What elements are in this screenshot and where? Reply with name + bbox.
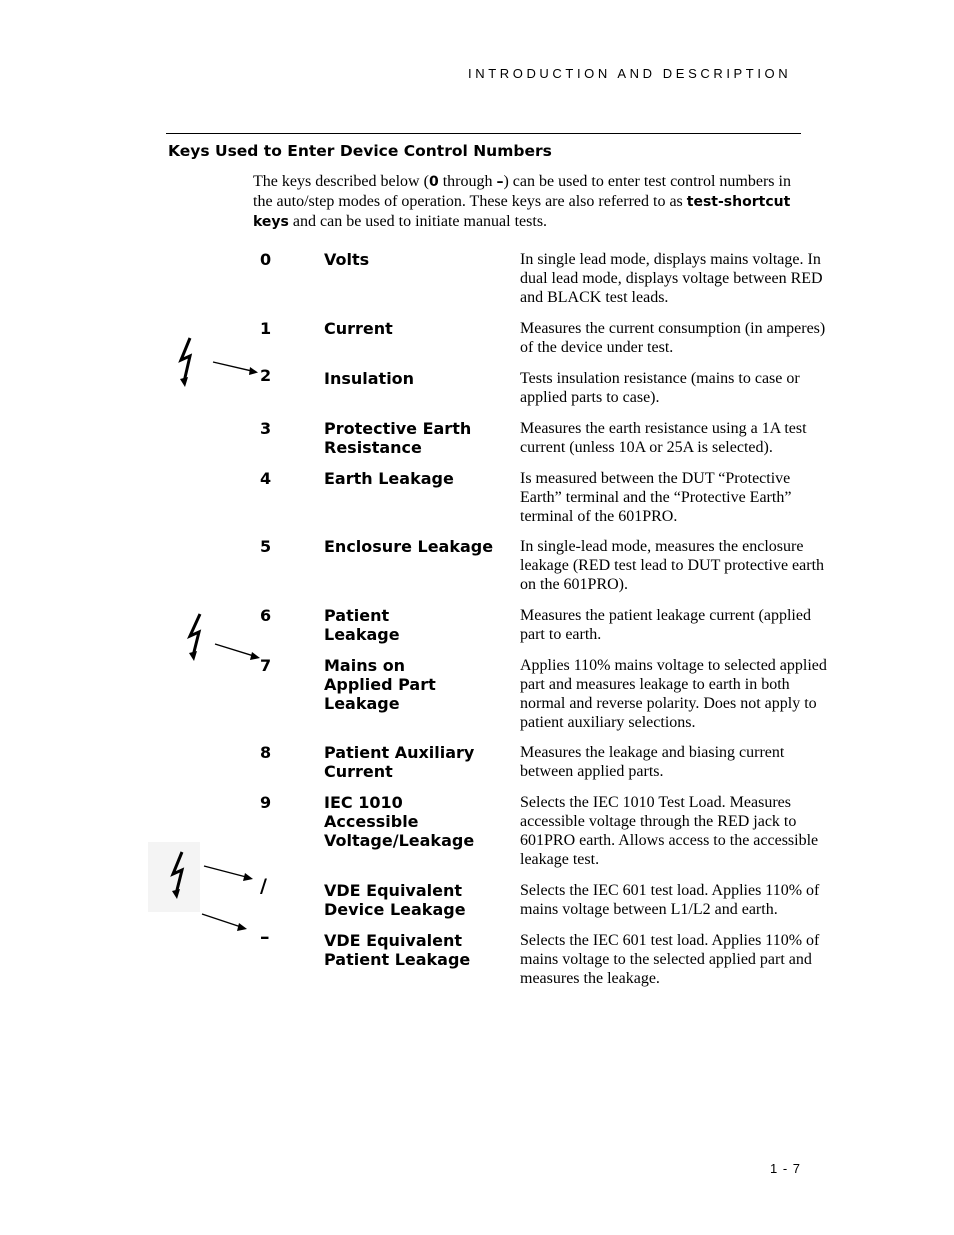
high-voltage-icon: [148, 842, 258, 934]
high-voltage-icon: [183, 612, 263, 668]
intro-bold-term: test-shortcut keys: [253, 194, 791, 230]
key-description: Measures the current consumption (in amperes) of the device under test.: [520, 320, 826, 356]
key-name: Mains on Applied Part Leakage: [324, 656, 436, 713]
intro-text: ) can be used to enter test control numbers in the auto/step modes of operation. These keys are also referred to as: [253, 173, 791, 210]
key-label: 3: [260, 419, 272, 438]
section-title: Keys Used to Enter Device Control Numbers: [168, 142, 552, 160]
key-description: Applies 110% mains voltage to selected applied part and measures leakage to earth in both normal and reverse polarity. Does not apply to patient auxiliary selections.: [520, 657, 827, 731]
key-label: 7: [260, 656, 272, 675]
key-label: 6: [260, 606, 272, 625]
key-name: Current: [324, 319, 393, 338]
key-label: /: [260, 875, 267, 897]
key-name: VDE Equivalent Patient Leakage: [324, 931, 471, 969]
key-label: –: [260, 926, 270, 948]
key-label: 0: [260, 250, 272, 269]
intro-key-zero: 0: [428, 174, 439, 190]
key-label: 1: [260, 319, 272, 338]
high-voltage-icon: [176, 336, 266, 392]
key-label: 9: [260, 793, 272, 812]
key-name: Patient Leakage: [324, 606, 400, 644]
intro-text: and can be used to initiate manual tests.: [288, 213, 548, 230]
key-description: Selects the IEC 1010 Test Load. Measures accessible voltage through the RED jack to 601PRO earth. Allows access to the accessible leakage test.: [520, 794, 819, 868]
key-label: 8: [260, 743, 272, 762]
intro-key-dash: –: [496, 174, 504, 190]
key-description: In single-lead mode, measures the enclosure leakage (RED test lead to DUT protective earth on the 601PRO).: [520, 538, 825, 593]
key-name: VDE Equivalent Device Leakage: [324, 881, 466, 919]
key-description: Measures the earth resistance using a 1A test current (unless 10A or 25A is selected).: [520, 420, 807, 456]
key-description: In single lead mode, displays mains voltage. In dual lead mode, displays voltage between RED and BLACK test leads.: [520, 251, 823, 306]
key-name: IEC 1010 Accessible Voltage/Leakage: [324, 793, 475, 850]
running-head: INTRODUCTION AND DESCRIPTION: [468, 66, 792, 81]
page-number: 1 - 7: [770, 1161, 802, 1176]
key-name: Insulation: [324, 369, 415, 388]
key-description: Measures the leakage and biasing current between applied parts.: [520, 744, 785, 780]
key-name: Protective Earth Resistance: [324, 419, 472, 457]
key-name: Enclosure Leakage: [324, 537, 494, 556]
key-description: Is measured between the DUT “Protective Earth” terminal and the “Protective Earth” terminal of the 601PRO.: [520, 470, 792, 525]
key-label: 2: [260, 366, 272, 385]
key-description: Tests insulation resistance (mains to case or applied parts to case).: [520, 370, 800, 406]
key-description: Measures the patient leakage current (applied part to earth.: [520, 607, 811, 643]
key-name: Volts: [324, 250, 370, 269]
intro-text: The keys described below (: [253, 173, 429, 190]
header-rule: [166, 133, 801, 134]
key-name: Patient Auxiliary Current: [324, 743, 475, 781]
key-label: 4: [260, 469, 272, 488]
intro-paragraph: [253, 172, 813, 232]
intro-text: through: [438, 173, 497, 190]
key-name: Earth Leakage: [324, 469, 454, 488]
key-description: Selects the IEC 601 test load. Applies 110% of mains voltage between L1/L2 and earth.: [520, 882, 820, 918]
key-description: Selects the IEC 601 test load. Applies 110% of mains voltage to the selected applied part and measures the leakage.: [520, 932, 820, 987]
key-label: 5: [260, 537, 272, 556]
